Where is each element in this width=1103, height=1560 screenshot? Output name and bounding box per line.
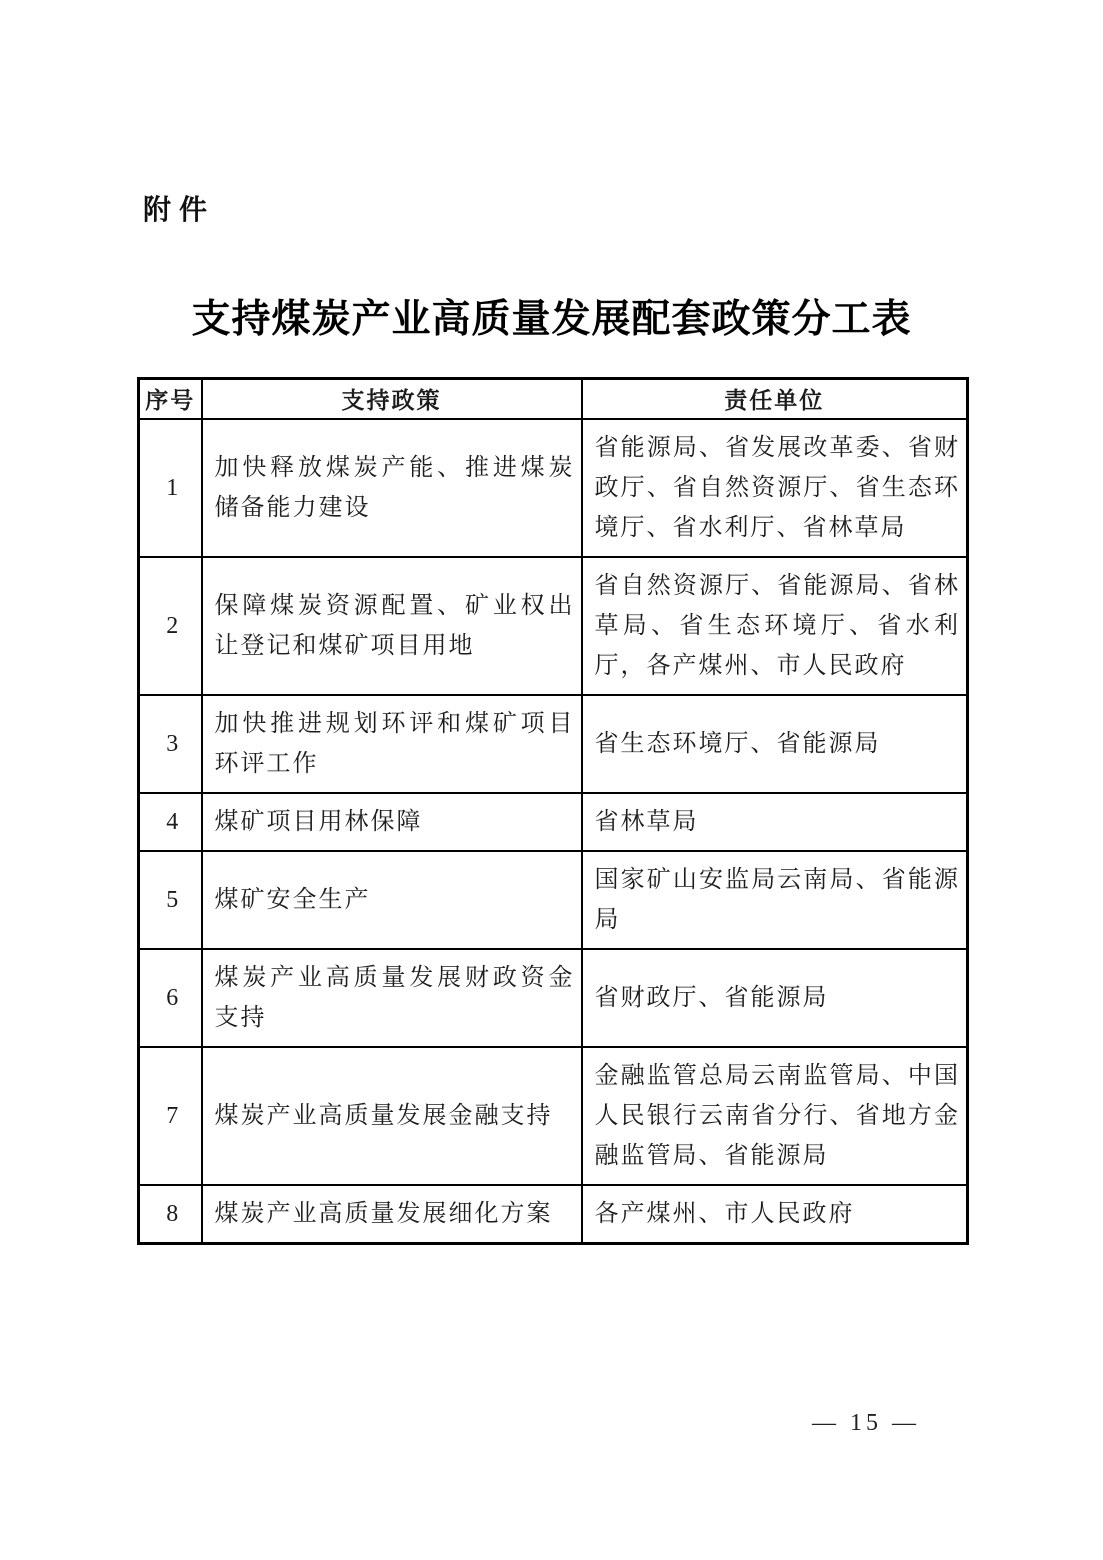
header-responsible-unit: 责任单位 <box>582 379 968 419</box>
serial-number-cell: 3 <box>139 695 202 793</box>
serial-number-cell: 6 <box>139 949 202 1047</box>
policy-table <box>137 377 969 1245</box>
support-policy-cell: 煤矿项目用林保障 <box>202 793 582 851</box>
serial-number-cell: 2 <box>139 557 202 695</box>
responsible-unit-cell: 省林草局 <box>582 793 968 851</box>
serial-number-cell: 4 <box>139 793 202 851</box>
serial-number-cell: 5 <box>139 851 202 949</box>
support-policy-cell: 保障煤炭资源配置、矿业权出让登记和煤矿项目用地 <box>202 557 582 695</box>
serial-number-cell: 7 <box>139 1047 202 1185</box>
serial-number-cell: 1 <box>139 419 202 557</box>
table-row <box>139 1047 968 1185</box>
policy-table-body <box>139 419 968 1244</box>
header-row <box>139 379 968 419</box>
support-policy-cell: 煤炭产业高质量发展金融支持 <box>202 1047 582 1185</box>
table-row <box>139 419 968 557</box>
support-policy-cell: 煤矿安全生产 <box>202 851 582 949</box>
policy-table-header <box>139 379 968 419</box>
header-serial-number: 序号 <box>139 379 202 419</box>
support-policy-cell: 煤炭产业高质量发展细化方案 <box>202 1185 582 1244</box>
page-title: 支持煤炭产业高质量发展配套政策分工表 <box>191 298 912 341</box>
responsible-unit-cell: 省财政厅、省能源局 <box>582 949 968 1047</box>
table-row <box>139 557 968 695</box>
header-support-policy: 支持政策 <box>202 379 582 419</box>
responsible-unit-cell: 省能源局、省发展改革委、省财政厅、省自然资源厅、省生态环境厅、省水利厅、省林草局 <box>582 419 968 557</box>
support-policy-cell: 加快释放煤炭产能、推进煤炭储备能力建设 <box>202 419 582 557</box>
responsible-unit-cell: 金融监管总局云南监管局、中国人民银行云南省分行、省地方金融监管局、省能源局 <box>582 1047 968 1185</box>
responsible-unit-cell: 省生态环境厅、省能源局 <box>582 695 968 793</box>
attachment-label: 附件 <box>143 194 216 225</box>
page-number: — 15 — <box>812 1410 920 1436</box>
responsible-unit-cell: 省自然资源厅、省能源局、省林草局、省生态环境厅、省水利厅，各产煤州、市人民政府 <box>582 557 968 695</box>
table-row <box>139 793 968 851</box>
support-policy-cell: 煤炭产业高质量发展财政资金支持 <box>202 949 582 1047</box>
support-policy-cell: 加快推进规划环评和煤矿项目环评工作 <box>202 695 582 793</box>
table-row <box>139 949 968 1047</box>
serial-number-cell: 8 <box>139 1185 202 1244</box>
table-row <box>139 851 968 949</box>
responsible-unit-cell: 各产煤州、市人民政府 <box>582 1185 968 1244</box>
table-row <box>139 1185 968 1244</box>
responsible-unit-cell: 国家矿山安监局云南局、省能源局 <box>582 851 968 949</box>
table-row <box>139 695 968 793</box>
